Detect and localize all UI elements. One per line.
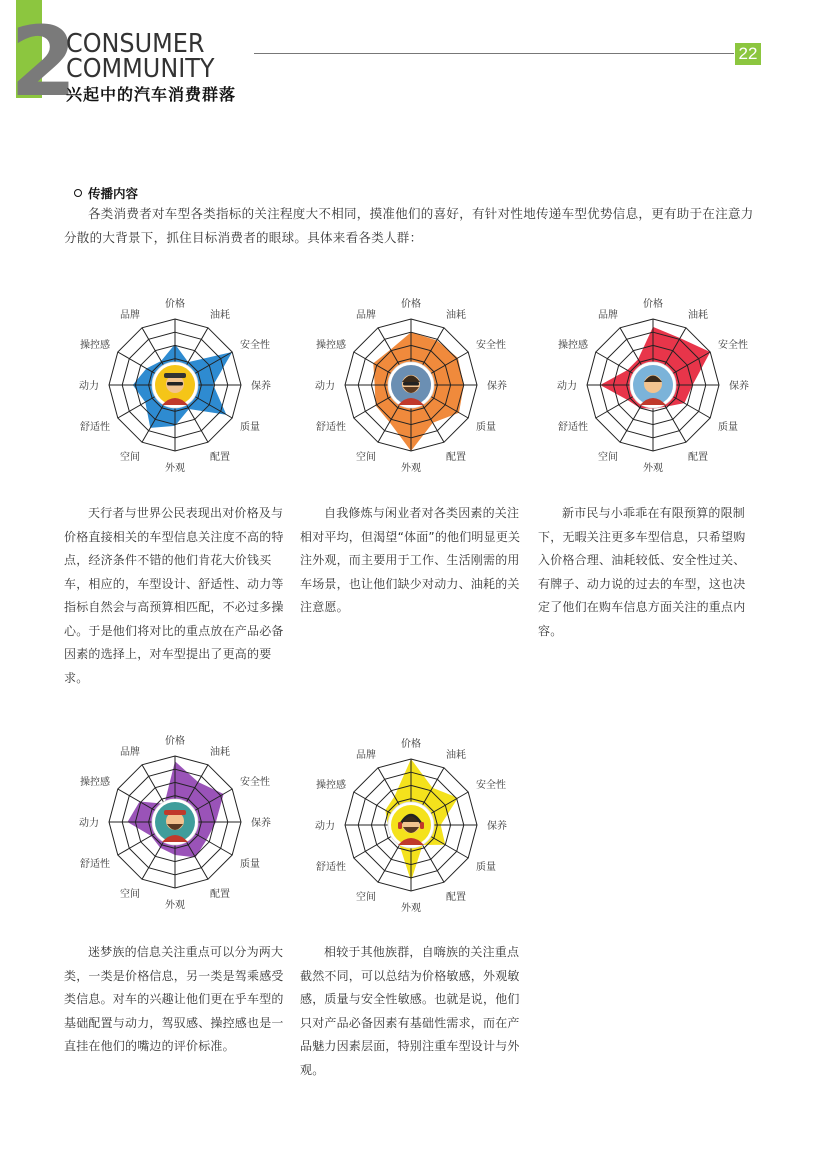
chapter-number: 2 — [10, 6, 73, 118]
radar-axis-label: 空间 — [598, 452, 618, 463]
section-intro: 各类消费者对车型各类指标的关注程度大不相同，摸准他们的喜好，有针对性地传递车型优势信息，更有助于在注意力分散的大背景下，抓住目标消费者的眼球。具体来看各类人群： — [64, 206, 754, 245]
description-traveler: 天行者与世界公民表现出对价格及与价格直接相关的车型信息关注度不高的特点，经济条件不错的他们肯花大价钱买车，相应的，车型设计、舒适性、动力等指标自然会与高预算相匹配，不必过多操心。于是他们将对比的重点放在产品必备因素的选择上，对车型提出了更高的要求。 — [64, 506, 284, 685]
radar-axis-label: 质量 — [476, 422, 496, 433]
radar-axis-label: 舒适性 — [316, 862, 346, 873]
radar-chart-new-citizen — [533, 285, 773, 485]
radar-axis-label: 安全性 — [240, 777, 270, 788]
radar-axis-label: 舒适性 — [316, 422, 346, 433]
radar-axis-label: 油耗 — [446, 750, 466, 761]
radar-chart-self-hi — [291, 725, 531, 925]
radar-axis-label: 操控感 — [316, 340, 346, 351]
avatar-glasses — [403, 382, 419, 386]
headphone-left — [398, 822, 402, 829]
radar-axis-label: 价格 — [165, 736, 185, 747]
radar-axis-label: 外观 — [165, 463, 185, 474]
radar-axis-label: 舒适性 — [80, 859, 110, 870]
radar-axis-label: 品牌 — [120, 310, 140, 321]
section-heading — [74, 184, 138, 202]
radar-axis-label: 外观 — [401, 463, 421, 474]
radar-axis-label: 保养 — [251, 818, 271, 829]
radar-axis-label: 保养 — [251, 381, 271, 392]
radar-axis-label: 操控感 — [558, 340, 588, 351]
radar-axis-label: 质量 — [240, 859, 260, 870]
radar-axis-label: 保养 — [729, 381, 749, 392]
radar-axis-label: 质量 — [476, 862, 496, 873]
bullet-icon — [74, 189, 82, 197]
avatar-hat — [164, 373, 186, 378]
radar-axis-label: 油耗 — [446, 310, 466, 321]
radar-axis-label: 品牌 — [356, 310, 376, 321]
radar-axis-label: 质量 — [718, 422, 738, 433]
radar-axis-label: 价格 — [643, 299, 663, 310]
radar-chart-traveler — [55, 285, 295, 485]
radar-axis-label: 品牌 — [598, 310, 618, 321]
page-number: 22 — [735, 43, 761, 65]
radar-axis-label: 操控感 — [316, 780, 346, 791]
radar-axis-label: 操控感 — [80, 777, 110, 788]
radar-axis-label: 价格 — [165, 299, 185, 310]
radar-axis-label: 空间 — [356, 892, 376, 903]
header-title-line1: CONSUMER — [66, 29, 205, 59]
radar-axis-label: 动力 — [79, 381, 99, 392]
radar-axis-label: 质量 — [240, 422, 260, 433]
header-title-line2: COMMUNITY — [66, 54, 215, 84]
young-man-avatar — [630, 362, 676, 408]
radar-axis-label: 油耗 — [210, 747, 230, 758]
radar-axis-label: 配置 — [210, 889, 230, 900]
radar-axis-label: 安全性 — [476, 340, 506, 351]
radar-axis-label: 保养 — [487, 381, 507, 392]
radar-axis-label: 操控感 — [80, 340, 110, 351]
description-new-citizen: 新市民与小乖乖在有限预算的限制下，无暇关注更多车型信息，只希望购入价格合理、油耗较低、安全性过关、有牌子、动力说的过去的车型，这也决定了他们在购车信息方面关注的重点内容。 — [538, 506, 746, 638]
headphone-right — [420, 822, 424, 829]
hipster-avatar — [388, 362, 434, 408]
radar-axis-label: 外观 — [165, 900, 185, 911]
avatar-hat — [164, 810, 186, 815]
radar-axis-label: 配置 — [688, 452, 708, 463]
radar-axis-label: 动力 — [557, 381, 577, 392]
radar-axis-label: 动力 — [79, 818, 99, 829]
radar-axis-label: 油耗 — [688, 310, 708, 321]
radar-axis-label: 外观 — [643, 463, 663, 474]
radar-axis-label: 价格 — [401, 299, 421, 310]
radar-axis-label: 安全性 — [718, 340, 748, 351]
radar-axis-label: 空间 — [120, 889, 140, 900]
radar-axis-label: 外观 — [401, 903, 421, 914]
radar-axis-label: 动力 — [315, 381, 335, 392]
radar-axis-label: 品牌 — [120, 747, 140, 758]
avatar-glasses — [167, 382, 183, 386]
radar-axis-label: 空间 — [356, 452, 376, 463]
radar-axis-label: 价格 — [401, 739, 421, 750]
radar-axis-label: 品牌 — [356, 750, 376, 761]
radar-axis-label: 配置 — [446, 452, 466, 463]
radar-axis-label: 空间 — [120, 452, 140, 463]
radar-axis-label: 配置 — [446, 892, 466, 903]
bearded-biker-avatar — [152, 799, 198, 845]
radar-axis-label: 油耗 — [210, 310, 230, 321]
radar-axis-label: 安全性 — [476, 780, 506, 791]
section-heading-text: 传播内容 — [88, 186, 139, 201]
description-dreamer: 迷梦族的信息关注重点可以分为两大类，一类是价格信息，另一类是驾乘感受类信息。对车的兴趣让他们更在乎车型的基础配置与动力，驾驭感、操控感也是一直挂在他们的嘴边的评价标准。 — [64, 945, 284, 1053]
radar-axis-label: 配置 — [210, 452, 230, 463]
traveler-avatar — [152, 362, 198, 408]
radar-chart-dreamer — [55, 722, 295, 922]
radar-axis-label: 动力 — [315, 821, 335, 832]
radar-axis-label: 舒适性 — [558, 422, 588, 433]
radar-chart-self-cultivator — [291, 285, 531, 485]
headphone-man-avatar — [388, 802, 434, 848]
radar-axis-label: 舒适性 — [80, 422, 110, 433]
header-title-cn: 兴起中的汽车消费群落 — [66, 85, 237, 104]
description-self-hi: 相较于其他族群，自嗨族的关注重点截然不同，可以总结为价格敏感，外观敏感，质量与安全性敏感。也就是说，他们只对产品必备因素有基础性需求，而在产品魅力因素层面，特别注重车型设计与外观。 — [300, 945, 520, 1077]
radar-axis-label: 保养 — [487, 821, 507, 832]
radar-axis-label: 安全性 — [240, 340, 270, 351]
description-self-cultivator: 自我修炼与闲业者对各类因素的关注相对平均，但渴望“体面”的他们明显更关注外观，而主要用于工作、生活刚需的用车场景，也让他们缺少对动力、油耗的关注意愿。 — [300, 506, 521, 614]
header-rule — [254, 53, 734, 54]
